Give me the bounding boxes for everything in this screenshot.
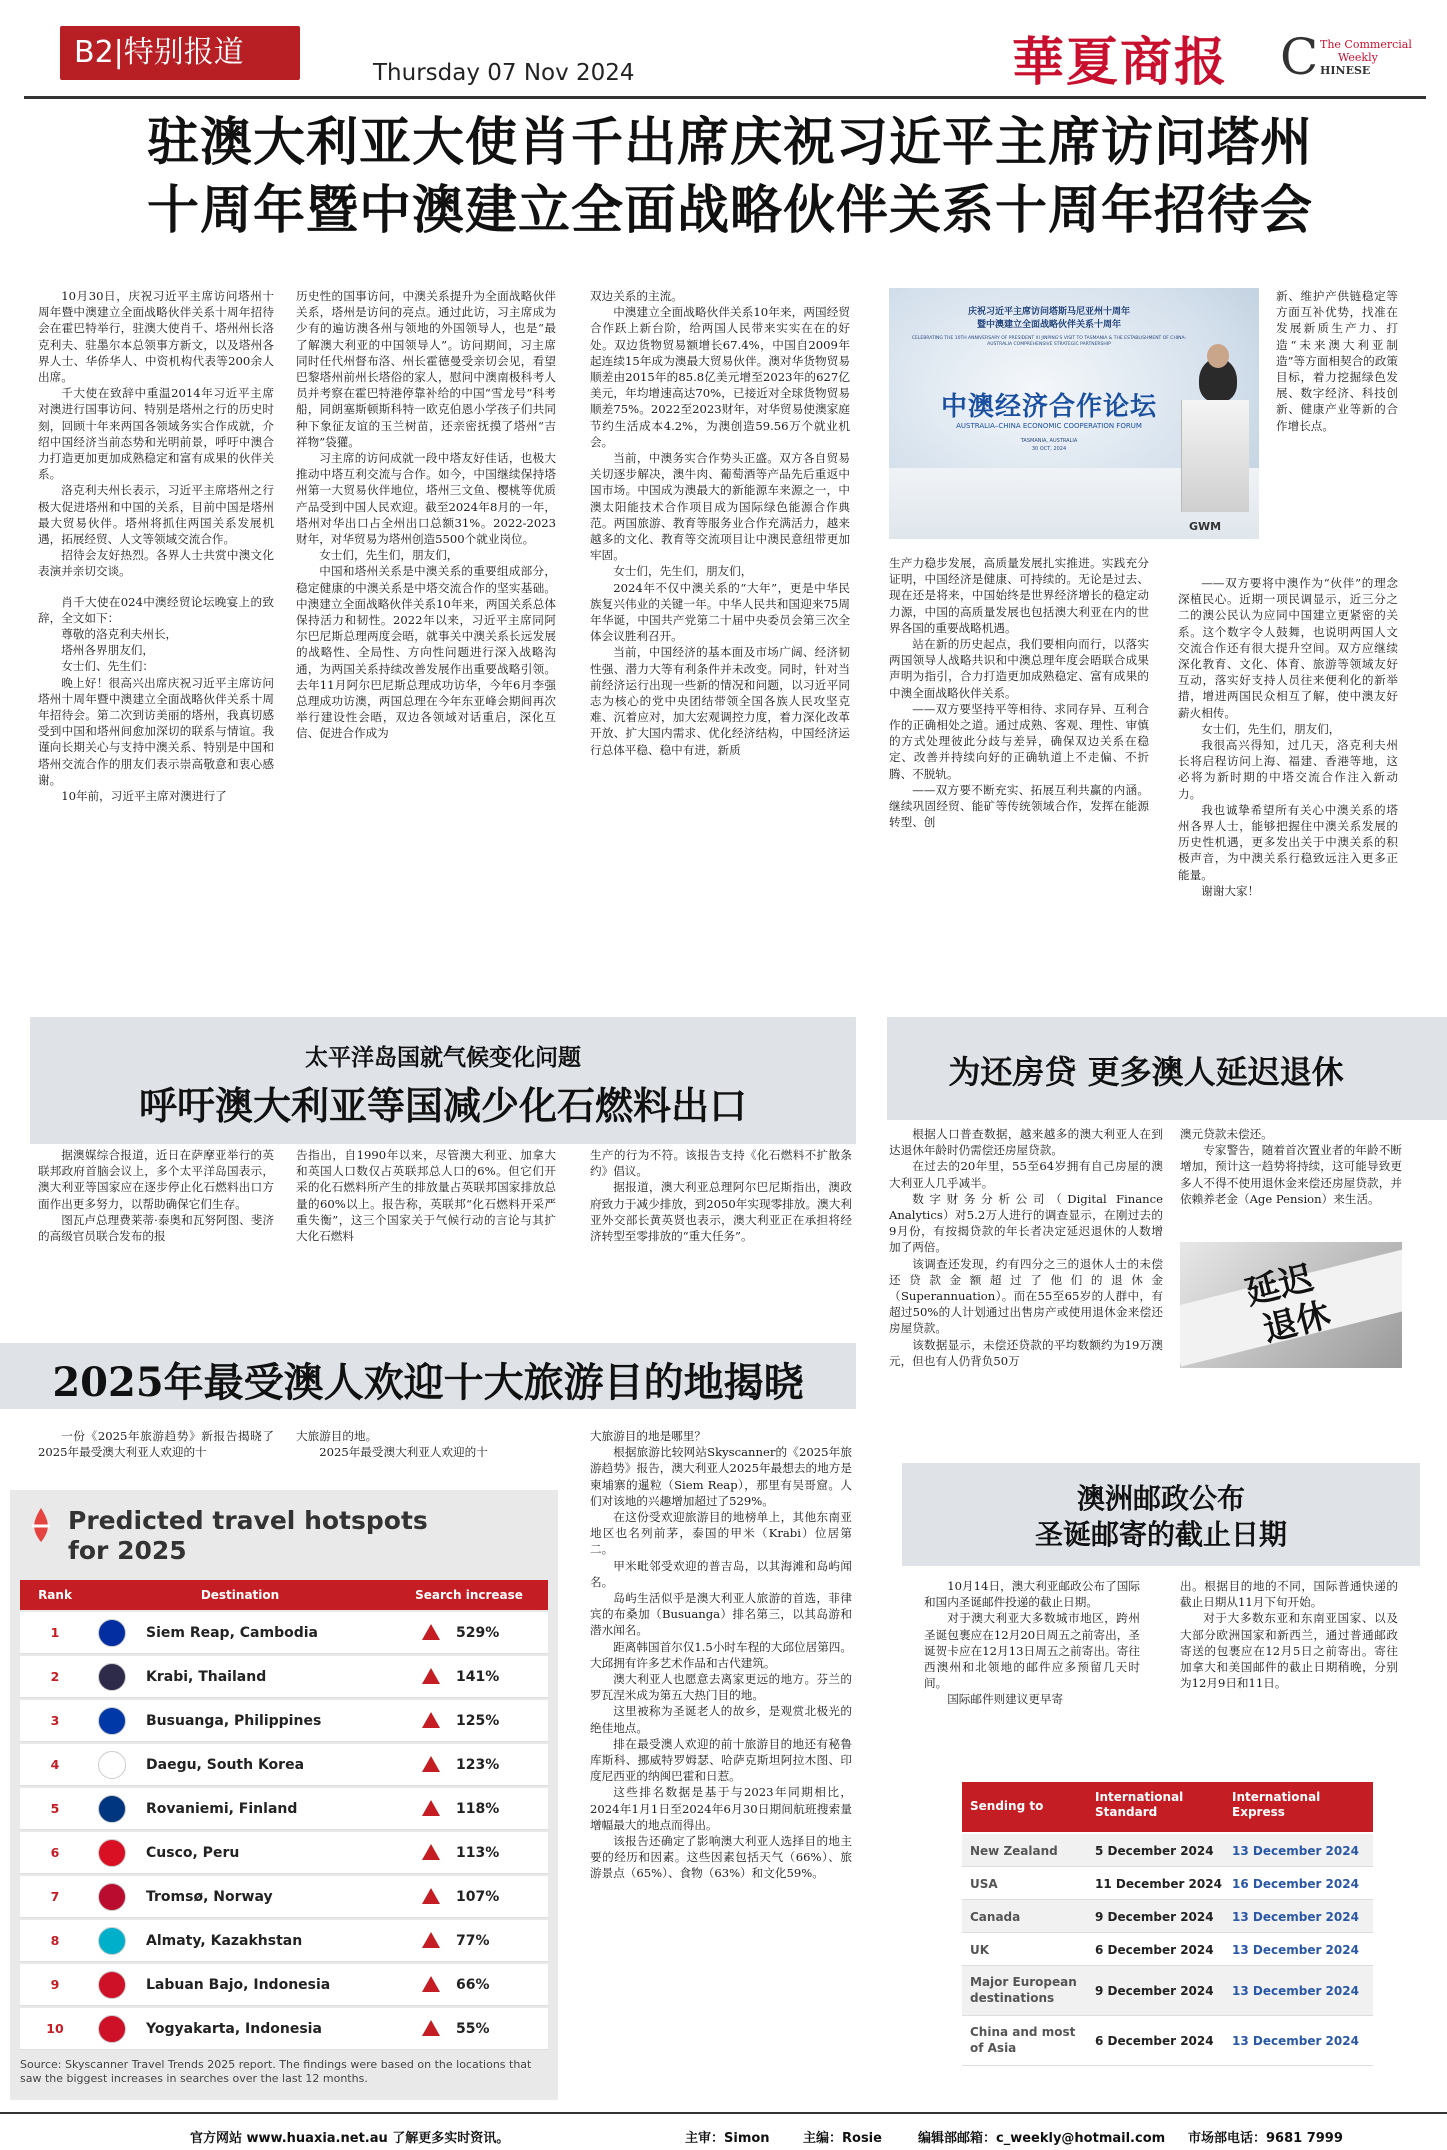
express-date-cell: 16 December 2024 — [1232, 1876, 1359, 1891]
increase-cell: 118% — [456, 1801, 500, 1817]
paragraph: 根据旅游比较网站Skyscanner的《2025年旅游趋势》报告，澳大利亚人2025年最想去的地方是柬埔寨的暹粒（Siem Reap），那里有吴哥窟。人们对该地的兴趣增加超过了529%。 — [590, 1445, 852, 1508]
paragraph: 该调查还发现，约有四分之三的退休人士的未偿还贷款金额超过了他们的退休金（Superannuation）。而在55至65岁的人群中，有超过50%的人计划通过出售房产或使用退休金来偿还房屋贷款。 — [889, 1256, 1163, 1336]
rank-cell: 2 — [50, 1669, 60, 1684]
post-table-row — [962, 2016, 1373, 2066]
arrow-up-icon — [422, 1800, 440, 1816]
flag-icon — [98, 1839, 126, 1867]
paragraph: 招待会友好热烈。各界人士共赏中澳文化表演并亲切交谈。 — [38, 548, 274, 579]
footer-chief: 主编：Rosie — [803, 2131, 882, 2146]
post-deadline-table — [962, 1782, 1373, 2084]
climate-title-band — [30, 1017, 856, 1144]
flag-icon — [98, 2015, 126, 2043]
paragraph: 排在最受澳人欢迎的前十旅游目的地还有秘鲁库斯科、挪威特罗姆瑟、哈萨克斯坦阿拉木图、印度尼西亚的纳闽巴霍和日惹。 — [590, 1736, 852, 1784]
standard-date-cell: 11 December 2024 — [1095, 1876, 1222, 1891]
destination-cell: Labuan Bajo, Indonesia — [146, 1977, 331, 1993]
footer-website: 官方网站 www.huaxia.net.au 了解更多实时资讯。 — [190, 2131, 510, 2146]
increase-cell: 107% — [456, 1889, 500, 1905]
paragraph: 站在新的历史起点，我们要相向而行，以落实两国领导人战略共识和中澳总理年度会晤联合成果声明为指引，合力打造更加成熟稳定、富有成果的中澳全面战略伙伴关系。 — [889, 637, 1149, 700]
express-date-cell: 13 December 2024 — [1232, 1843, 1359, 1858]
arrow-up-icon — [422, 1932, 440, 1948]
infographic-row — [20, 1744, 548, 1786]
standard-date-cell: 9 December 2024 — [1095, 1909, 1214, 1924]
paragraph: 这些排名数据是基于与2023年同期相比，2024年1月1日至2024年6月30日期间航班搜索量增幅最大的地点而得出。 — [590, 1785, 852, 1832]
arrow-up-icon — [422, 1668, 440, 1684]
rank-cell: 8 — [50, 1933, 60, 1948]
headline-line-1: 驻澳大利亚大使肖千出席庆祝习近平主席访问塔州 — [146, 112, 1313, 173]
destination-cell: Yogyakarta, Indonesia — [146, 2021, 322, 2037]
infographic-row — [20, 1964, 548, 2006]
destination-cell: Cusco, Peru — [146, 1845, 240, 1861]
photo-banner-en: CELEBRATING THE 10TH ANNIVERSARY OF PRESIDENT XI JINPING'S VISIT TO TASMANIA & THE ESTABLISHMENT OF CHINA-AUSTRALIA COMPREHENSIVE STRATEGIC PARTNERSHIP — [911, 336, 1187, 347]
main-column-2 — [296, 288, 556, 742]
header-rule — [24, 96, 1426, 99]
climate-column-2 — [296, 1147, 556, 1244]
flag-icon — [98, 1795, 126, 1823]
rank-cell: 10 — [46, 2021, 64, 2036]
paragraph: 当前，中国经济的基本面及市场广阔、经济韧性强、潜力大等有利条件并未改变。同时，针对当前经济运行出现一些新的情况和问题，以习近平同志为核心的党中央团结带领全国各族人民攻坚克难、沉着应对，加大宏观调控力度，着力深化改革开放、扩大国内需求、优化经济结构，中国经济运行总体平稳、稳中有进，新质 — [590, 645, 850, 757]
paragraph: 10月14日，澳大利亚邮政公布了国际和国内圣诞邮件投递的截止日期。 — [924, 1579, 1140, 1610]
infographic-heading: Predicted travel hotspots for 2025 — [68, 1506, 428, 1565]
infographic-row — [20, 1700, 548, 1742]
post-table-row — [962, 1966, 1373, 2016]
flag-icon — [98, 1663, 126, 1691]
paragraph: 在过去的20年里，55至64岁拥有自己房屋的澳大利亚人几乎减半。 — [889, 1159, 1163, 1190]
logo-english: The Commercial Weekly HINESE — [1320, 38, 1412, 77]
headline-line-2: 十周年暨中澳建立全面战略伙伴关系十周年招待会 — [146, 180, 1313, 241]
paragraph: 岛屿生活似乎是澳大利亚人旅游的首选，菲律宾的布桑加（Busuanga）排名第三，以其岛游和潜水闻名。 — [590, 1591, 852, 1638]
post-column-1 — [924, 1578, 1140, 1708]
destination-cell: Siem Reap, Cambodia — [146, 1625, 318, 1641]
paragraph: 谢谢大家！ — [1201, 883, 1260, 898]
paragraph: 双边关系的主流。 — [590, 289, 683, 303]
paragraph: 2024年不仅中澳关系的“大年”，更是中华民族复兴伟业的关键一年。中华人民共和国迎来75周年华诞，中国共产党第二十届中央委员会第三次全体会议胜利召开。 — [590, 580, 850, 644]
rank-cell: 5 — [50, 1801, 60, 1816]
paragraph: 生产的行为不符。该报告支持《化石燃料不扩散条约》倡议。 — [590, 1148, 852, 1179]
arrow-up-icon — [422, 2020, 440, 2036]
main-column-1 — [38, 288, 274, 804]
paragraph: 生产力稳步发展，高质量发展扎实推进。实践充分证明，中国经济是健康、可持续的。无论是过去、现在还是将来，中国始终是世界经济增长的稳定动力源，中国的高质量发展也包括澳大利亚在内的世界各国的重要战略机遇。 — [889, 556, 1149, 635]
paragraph: 中澳建立全面战略伙伴关系10年来，两国经贸合作跃上新台阶，给两国人民带来实实在在的好处。双边货物贸易额增长67.4%，中国自2009年起连续15年成为澳最大贸易伙伴。澳对华货物贸易顺差由2015年的85.8亿美元增至2023年的627亿美元，年均增速高达70%，已接近对全球货物贸易顺差75%。2022至2023财年，对华贸易使澳家庭节约生活成本4.2%，为澳创造59.56万个就业机会。 — [590, 305, 850, 449]
increase-cell: 66% — [456, 1977, 490, 1993]
increase-cell: 113% — [456, 1845, 500, 1861]
standard-date-cell: 9 December 2024 — [1095, 1984, 1214, 1998]
arrow-up-icon — [422, 1976, 440, 1992]
arrow-up-icon — [422, 1888, 440, 1904]
logo-c-letter: C — [1280, 28, 1319, 86]
destination-cell: UK — [970, 1943, 990, 1957]
post-table-header: Sending to International Standard International Express — [962, 1782, 1373, 1832]
paragraph: ——双方要坚持平等相待、求同存异、互利合作的正确相处之道。通过成熟、客观、理性、审慎的方式处理彼此分歧与差异，确保双边关系在稳定、改善并持续向好的正确轨道上不走偏、不折腾、不脱轨。 — [889, 701, 1149, 781]
rank-cell: 4 — [50, 1757, 60, 1772]
post-table-row — [962, 1867, 1373, 1900]
paragraph: 10月30日，庆祝习近平主席访问塔州十周年暨中澳建立全面战略伙伴关系十周年招待会在霍巴特举行，驻澳大使肖千、塔州州长洛克利夫、驻墨尔本总领事方新文，以及塔州各界人士、华侨华人、中资机构代表等200余人出席。 — [38, 289, 274, 385]
destination-cell: Tromsø, Norway — [146, 1889, 273, 1905]
increase-cell: 141% — [456, 1669, 500, 1685]
footer — [0, 2118, 1447, 2150]
climate-kicker: 太平洋岛国就气候变化问题 — [305, 1044, 581, 1071]
footer-phone: 市场部电话：9681 7999 — [1188, 2131, 1343, 2146]
forum-title: 中澳经济合作论坛 — [940, 392, 1157, 422]
paragraph: 告指出，自1990年以来，尽管澳大利亚、加拿大和英国人口数仅占英联邦总人口的6%。但它们开采的化石燃料所产生的排放量占英联邦国家排放总量的60%以上。报告称，英联邦“化石燃料开采严重失衡”，这三个国家关于气候行动的言论与其扩大化石燃料 — [296, 1148, 556, 1244]
travel-column-1 — [38, 1428, 274, 1460]
paragraph: 洛克利夫州长表示，习近平主席塔州之行极大促进塔州和中国的关系，目前中国是塔州最大贸易伙伴。塔州将抓住两国关系发展机遇，拓展经贸、人文等领域交流合作。 — [38, 483, 274, 547]
paragraph: 10年前，习近平主席对澳进行了 — [61, 789, 227, 804]
footer-email: 编辑部邮箱：c_weekly@hotmail.com — [918, 2131, 1166, 2146]
paragraph: 我也诚挚希望所有关心中澳关系的塔州各界人士，能够把握住中澳关系发展的历史性机遇，更多发出关于中澳关系的积极声音，为中澳关系行稳致远注入更多正能量。 — [1178, 802, 1398, 882]
destination-cell: Daegu, South Korea — [146, 1757, 305, 1773]
issue-date: Thursday 07 Nov 2024 — [373, 60, 635, 86]
infographic-row — [20, 1612, 548, 1654]
flag-icon — [98, 1707, 126, 1735]
paragraph: 专家警告，随着首次置业者的年龄不断增加，预计这一趋势将持续，这可能导致更多人不得不使用退休金来偿还房屋贷款，并依赖养老金（Age Pension）来生活。 — [1180, 1143, 1402, 1206]
paragraph: 晚上好！很高兴出席庆祝习近平主席访问塔州十周年暨中澳建立全面战略伙伴关系十周年招待会。第二次到访美丽的塔州，我真切感受到中国和塔州间愈加深切的联系与情谊。我谨向长期关心与支持中澳关系、特别是中国和塔州交流合作的朋友们表示崇高敬意和衷心感谢。 — [38, 675, 274, 787]
travel-infographic — [10, 1490, 558, 2100]
retire-image — [1180, 1242, 1402, 1368]
standard-date-cell: 5 December 2024 — [1095, 1843, 1214, 1858]
increase-cell: 529% — [456, 1625, 500, 1641]
paragraph: 尊敬的洛克利夫州长， — [61, 627, 178, 642]
rank-cell: 1 — [50, 1625, 60, 1640]
paragraph: 女士们，先生们，朋友们， — [613, 564, 753, 579]
forum-title-en: AUSTRALIA–CHINA ECONOMIC COOPERATION FORUM — [956, 422, 1142, 430]
paragraph: 据报道，澳大利亚总理阿尔巴尼斯指出，澳政府致力于减少排放，到2050年实现零排放。澳大利亚外交部长黄英贤也表示，澳大利亚正在承担将经济转型至零排放的“重大任务”。 — [590, 1180, 852, 1244]
arrow-up-icon — [422, 1712, 440, 1728]
destination-cell: Busuanga, Philippines — [146, 1713, 322, 1729]
paragraph: 出。根据目的地的不同，国际普通快递的截止日期从11月下旬开始。 — [1180, 1579, 1398, 1610]
paragraph: 女士们，先生们，朋友们， — [1201, 721, 1341, 736]
post-title: 澳洲邮政公布 圣诞邮寄的截止日期 — [1034, 1482, 1287, 1551]
section-tag: B2|特别报道 — [60, 26, 300, 80]
paragraph: 对于大多数东亚和东南亚国家、以及大部分欧洲国家和新西兰，通过普通邮政寄送的包裹应在12月5日之前寄出。寄往加拿大和美国邮件的截止日期稍晚，分别为12月9日和11日。 — [1180, 1611, 1398, 1691]
destination-cell: Krabi, Thailand — [146, 1669, 267, 1685]
paragraph: 该报告还确定了影响澳大利亚人选择目的地主要的经历和因素。这些因素包括天气（66%）、旅游景点（65%）、食物（63%）和文化59%。 — [590, 1834, 852, 1881]
paragraph: 大旅游目的地是哪里？ — [590, 1429, 706, 1443]
main-column-5b — [1178, 575, 1398, 899]
paragraph: ——双方要将中澳作为“伙伴”的理念深植民心。近期一项民调显示，近三分之二的澳公民认为应同中国建立更紧密的关系。这个数字令人鼓舞，也说明两国人文交流合作还有很大提升空间。双方应继续深化教育、文化、体育、旅游等领域友好互动，落实好支持人员往来便利化的新举措，增进两国民众相互了解，使中澳友好薪火相传。 — [1178, 576, 1398, 720]
post-table-row — [962, 1900, 1373, 1933]
destination-cell: Major European destinations — [970, 1975, 1077, 2005]
increase-cell: 55% — [456, 2021, 490, 2037]
travel-column-3 — [590, 1428, 852, 1882]
infographic-row — [20, 1656, 548, 1698]
forum-date: 30 OCT, 2024 — [1031, 446, 1067, 452]
paragraph: 甲米毗邻受欢迎的普吉岛，以其海滩和岛屿闻名。 — [590, 1558, 852, 1589]
logo-chinese: 華夏商报 — [1012, 32, 1229, 93]
paragraph: 在这份受欢迎旅游目的地榜单上，其他东南亚地区也名列前茅，泰国的甲米（Krabi）位居第二。 — [590, 1510, 852, 1557]
paragraph: 我很高兴得知，过几天，洛克利夫州长将启程访问上海、福建、香港等地，这必将为新时期的中塔交流合作注入新动力。 — [1178, 738, 1398, 801]
post-column-2 — [1180, 1578, 1398, 1691]
infographic-row — [20, 1876, 548, 1918]
destination-cell: Canada — [970, 1910, 1021, 1924]
standard-date-cell: 6 December 2024 — [1095, 1942, 1214, 1957]
flag-icon — [98, 1619, 126, 1647]
rank-cell: 6 — [50, 1845, 60, 1860]
rank-cell: 7 — [50, 1889, 60, 1904]
infographic-row — [20, 1788, 548, 1830]
destination-cell: New Zealand — [970, 1844, 1058, 1858]
arrow-up-icon — [422, 1624, 440, 1640]
retire-title-band — [887, 1017, 1447, 1120]
travel-column-2 — [296, 1428, 556, 1460]
paragraph: 澳大利亚人也愿意去离家更远的地方。芬兰的罗瓦涅米成为第五大热门目的地。 — [590, 1672, 852, 1703]
express-date-cell: 13 December 2024 — [1232, 2034, 1359, 2048]
destination-cell: USA — [970, 1877, 998, 1891]
increase-cell: 123% — [456, 1757, 500, 1773]
express-date-cell: 13 December 2024 — [1232, 1942, 1359, 1957]
arrow-up-icon — [422, 1844, 440, 1860]
destination-cell: Rovaniemi, Finland — [146, 1801, 298, 1817]
paragraph: 塔州各界朋友们， — [61, 643, 154, 658]
paragraph: 2025年最受澳大利亚人欢迎的十 — [319, 1445, 488, 1460]
paragraph: 根据人口普查数据，越来越多的澳大利亚人在到达退休年龄时仍需偿还房屋贷款。 — [889, 1127, 1163, 1158]
climate-title: 呼吁澳大利亚等国减少化石燃料出口 — [138, 1083, 747, 1128]
travel-title: 2025年最受澳人欢迎十大旅游目的地揭晓 — [52, 1359, 804, 1406]
standard-date-cell: 6 December 2024 — [1095, 2034, 1214, 2048]
paragraph: 一份《2025年旅游趋势》新报告揭晓了2025年最受澳大利亚人欢迎的十 — [38, 1429, 274, 1460]
infographic-row — [20, 1832, 548, 1874]
paragraph: 距离韩国首尔仅1.5小时车程的大邱位居第四。大邱拥有许多艺术作品和古代建筑。 — [590, 1639, 852, 1670]
forum-photo — [889, 288, 1259, 539]
paragraph: 据澳媒综合报道，近日在萨摩亚举行的英联邦政府首脑会议上，多个太平洋岛国表示，澳大利亚等国家应在逐步停止化石燃料出口方面作出更多努力，以帮助确保它们生存。 — [38, 1148, 274, 1211]
rank-cell: 3 — [50, 1713, 60, 1728]
flag-icon — [98, 1927, 126, 1955]
infographic-row — [20, 1920, 548, 1962]
infographic-source: Source: Skyscanner Travel Trends 2025 report. The findings were based on the locations that saw the biggest increases in searches over the last 12 months. — [20, 2058, 532, 2085]
main-column-4 — [889, 555, 1149, 830]
arrow-up-icon — [422, 1756, 440, 1772]
infographic-row — [20, 2008, 548, 2050]
paragraph: 数字财务分析公司（Digital Finance Analytics）对5.2万人进行的调查显示，在刚过去的9月份，有按揭贷款的年长者决定延迟退休的人数增加了两倍。 — [889, 1191, 1163, 1255]
paragraph: 中国和塔州关系是中澳关系的重要组成部分，稳定健康的中澳关系是中塔交流合作的坚实基础。中澳建立全面战略伙伴关系10年来，两国关系总体保持活力和韧性。2022年以来，习近平主席同阿尔巴尼斯总理两度会晤，就事关中澳关系长远发展的战略性、全局性、方向性问题进行深入战略沟通，为两国关系持续改善发展作出重要战略引领。去年11月阿尔巴尼斯总理成功访华，今年6月李强总理成功访澳，两国总理在今年东亚峰会期间再次举行建设性会晤，双边各领域对话重启，深化互信、促进合作成为 — [296, 564, 556, 741]
paragraph: 当前，中澳务实合作势头正盛。双方各自贸易关切逐步解决，澳牛肉、葡萄酒等产品先后重返中国市场。中国成为澳最大的新能源车来源之一，中澳太阳能技术合作项目成为国际绿色能源合作典范。两国旅游、教育等服务业合作充满活力，越来越多的文化、教育等交流项目让中澳民意纽带更加牢固。 — [590, 451, 850, 563]
paragraph: ——双方要不断充实、拓展互利共赢的内涵。继续巩固经贸、能矿等传统领域合作，发挥在能源转型、创 — [889, 782, 1149, 830]
paragraph: 对于澳大利亚大多数城市地区，跨州圣诞包裹应在12月20日周五之前寄出，圣诞贺卡应在12月13日周五之前寄出。寄往西澳州和北领地的邮件应多预留几天时间。 — [924, 1611, 1140, 1691]
paragraph: 这里被称为圣诞老人的故乡，是观赏北极光的绝佳地点。 — [590, 1704, 852, 1735]
sponsor-logo: GWM — [1189, 520, 1222, 533]
skyscanner-icon — [24, 1504, 58, 1546]
paragraph: 千大使在致辞中重温2014年习近平主席对澳进行国事访问、特别是塔州之行的历史时刻，回顾十年来两国各领域务实合作成就，介绍中国经济当前态势和光明前景，呼吁中澳合力打造更加更加成熟稳定和富有成果的伙伴关系。 — [38, 386, 274, 482]
paragraph: 澳元贷款未偿还。 — [1180, 1127, 1273, 1141]
paragraph: 习主席的访问成就一段中塔友好佳话，也极大推动中塔互利交流与合作。如今，中国继续保持塔州第一大贸易伙伴地位，塔州三文鱼、樱桃等优质产品受到中国人民欢迎。截至2024年8月的一年，塔州对华出口占全州出口总额31%。2022-2023财年，对华贸易为塔州创造5500个就业岗位。 — [296, 451, 556, 547]
paragraph: 女士们、先生们： — [61, 659, 154, 674]
retire-column-1 — [889, 1126, 1163, 1369]
rank-cell: 9 — [50, 1977, 60, 1992]
footer-editor: 主审：Simon — [685, 2131, 770, 2146]
paragraph: 历史性的国事访问，中澳关系提升为全面战略伙伴关系，塔州是访问的亮点。通过此访，习主席成为少有的遍访澳各州与领地的外国领导人，也是“最了解澳大利亚的中国领导人”。访问期间，习主席同时任代州督布洛、州长霍德曼受亲切会见，看望巴黎塔州前州长塔俗的家人，慰问中澳南极科考人员并考察在霍巴特港停靠补给的中国“雪龙号”科考船，同朗塞斯顿斯科特一欧克伯恩小学孩子们共同种下象征友谊的玉兰树苗，还亲密抚摸了塔州“吉祥物”袋獾。 — [296, 289, 556, 449]
travel-title-band — [0, 1343, 856, 1409]
post-table-row — [962, 1933, 1373, 1966]
increase-cell: 77% — [456, 1933, 490, 1949]
main-column-3 — [590, 288, 850, 758]
paragraph: 该数据显示，未偿还贷款的平均数额约为19万澳元，但也有人仍背负50万 — [889, 1337, 1163, 1368]
destination-cell: Almaty, Kazakhstan — [146, 1933, 303, 1949]
retire-image-text: 延迟 退休 — [1241, 1257, 1335, 1351]
infographic-header-row: Rank Destination Search increase — [20, 1580, 548, 1610]
forum-place: TASMANIA, AUSTRALIA — [1020, 438, 1078, 444]
paragraph: 大旅游目的地。 — [296, 1429, 378, 1443]
photo-banner: 庆祝习近平主席访问塔斯马尼亚州十周年 暨中澳建立全面战略伙伴关系十周年 — [967, 307, 1130, 330]
climate-column-1 — [38, 1147, 274, 1244]
increase-cell: 125% — [456, 1713, 500, 1729]
paragraph: 新、维护产供链稳定等方面互补优势，找准在发展新质生产力、打造“未来澳大利亚制造”等方面相契合的政策目标，着力挖掘绿色发展、数字经济、科技创新、健康产业等新的合作增长点。 — [1276, 289, 1398, 433]
paragraph: 女士们，先生们，朋友们， — [319, 548, 459, 563]
flag-icon — [98, 1971, 126, 1999]
express-date-cell: 13 December 2024 — [1232, 1909, 1359, 1924]
paragraph: 图瓦卢总理费莱蒂·泰奥和瓦努阿图、斐济的高级官员联合发布的报 — [38, 1212, 274, 1244]
main-column-5a — [1276, 288, 1398, 434]
paragraph: 肖千大使在024中澳经贸论坛晚宴上的致辞，全文如下： — [38, 594, 274, 625]
post-table-row — [962, 1834, 1373, 1867]
paragraph: 国际邮件则建议更早寄 — [947, 1692, 1064, 1707]
flag-icon — [98, 1751, 126, 1779]
retire-title: 为还房贷 更多澳人延迟退休 — [948, 1053, 1344, 1091]
climate-column-3 — [590, 1147, 852, 1244]
footer-rule — [0, 2112, 1447, 2114]
lectern — [1181, 400, 1249, 512]
post-title-band — [902, 1463, 1420, 1566]
destination-cell: China and most of Asia — [970, 2025, 1076, 2055]
retire-column-2 — [1180, 1126, 1402, 1207]
flag-icon — [98, 1883, 126, 1911]
express-date-cell: 13 December 2024 — [1232, 1984, 1359, 1998]
